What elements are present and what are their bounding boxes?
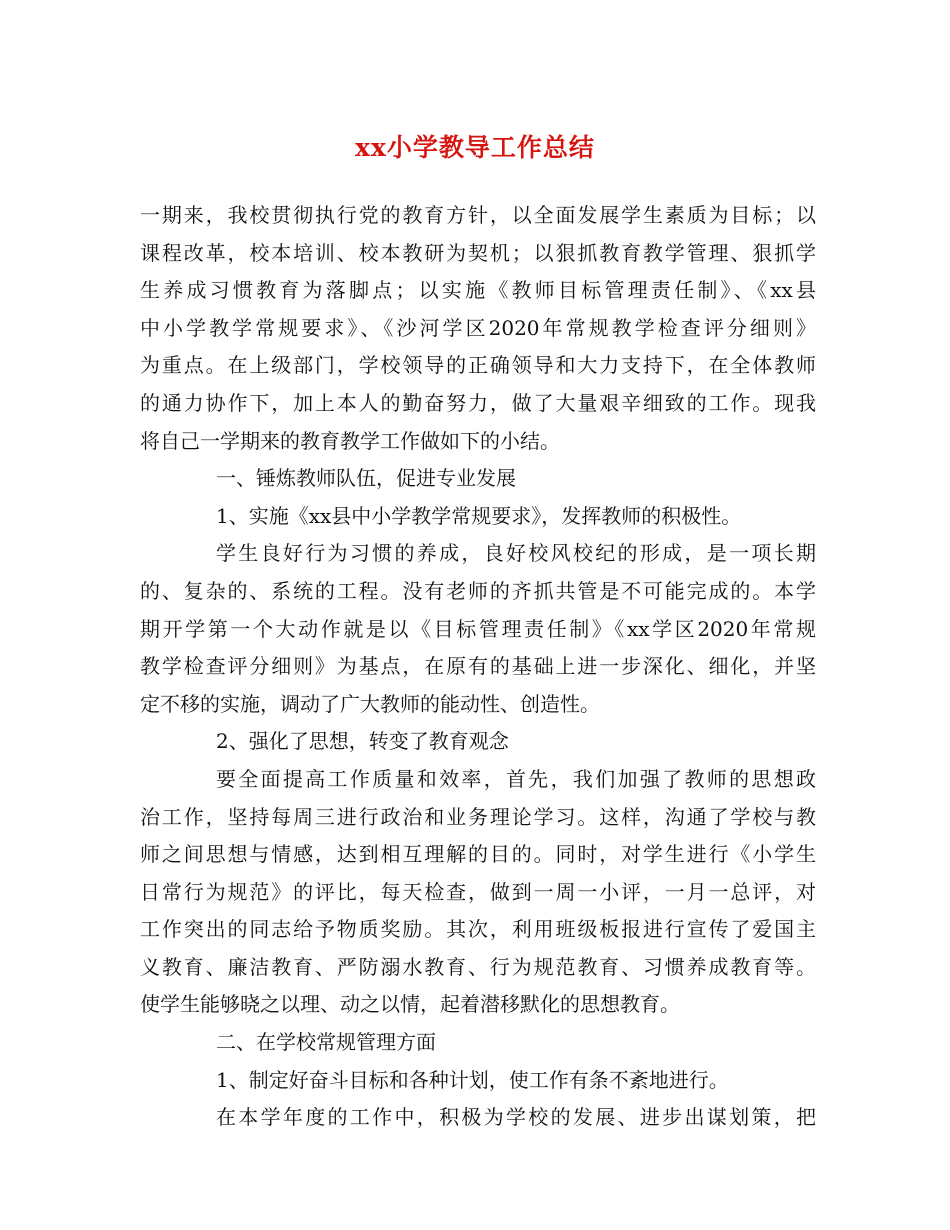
section-heading: 一、锤炼教师队伍，促进专业发展 [216,466,516,491]
subsection-heading: 1、制定好奋斗目标和各种计划，使工作有条不紊地进行。 [216,1067,729,1092]
paragraph-line: 要全面提高工作质量和效率，首先，我们加强了教师的思想政 [216,766,816,791]
subsection-heading: 2、强化了思想，转变了教育观念 [216,729,509,754]
paragraph-line: 将自己一学期来的教育教学工作做如下的小结。 [140,428,560,453]
paragraph-line: 教学检查评分细则》为基点，在原有的基础上进一步深化、细化，并坚 [140,654,816,679]
paragraph-line: 课程改革，校本培训、校本教研为契机；以狠抓教育教学管理、狠抓学 [140,240,816,265]
paragraph-line: 学生良好行为习惯的养成，良好校风校纪的形成，是一项长期 [216,541,816,566]
paragraph-line: 一期来，我校贯彻执行党的教育方针，以全面发展学生素质为目标；以 [140,203,816,227]
paragraph-line: 生养成习惯教育为落脚点；以实施《教师目标管理责任制》、《xx县 [140,278,816,303]
paragraph-line: 治工作，坚持每周三进行政治和业务理论学习。这样，沟通了学校与教 [140,804,816,829]
paragraph-line: 工作突出的同志给予物质奖励。其次，利用班级板报进行宣传了爱国主 [140,917,816,942]
paragraph-line: 的、复杂的、系统的工程。没有老师的齐抓共管是不可能完成的。本学 [140,578,816,603]
section-heading: 二、在学校常规管理方面 [216,1030,436,1055]
paragraph-line: 义教育、廉洁教育、严防溺水教育、行为规范教育、习惯养成教育等。 [140,954,816,979]
subsection-heading: 1、实施《xx县中小学教学常规要求》，发挥教师的积极性。 [216,503,742,528]
paragraph-line: 在本学年度的工作中，积极为学校的发展、进步出谋划策，把 [216,1105,816,1130]
paragraph-line: 的通力协作下，加上本人的勤奋努力，做了大量艰辛细致的工作。现我 [140,390,816,415]
paragraph-line: 使学生能够晓之以理、动之以情，起着潜移默化的思想教育。 [140,992,680,1017]
paragraph-line: 期开学第一个大动作就是以《目标管理责任制》《xx学区2020年常规 [140,616,816,641]
paragraph-line: 定不移的实施，调动了广大教师的能动性、创造性。 [140,691,600,716]
paragraph-line: 为重点。在上级部门，学校领导的正确领导和大力支持下，在全体教师 [140,353,816,378]
document-body [140,197,816,1137]
paragraph-line: 中小学教学常规要求》、《沙河学区2020年常规教学检查评分细则》 [140,315,816,340]
document-title: xx小学教导工作总结 [355,133,595,162]
paragraph-line: 日常行为规范》的评比，每天检查，做到一周一小评，一月一总评，对 [140,879,816,904]
paragraph-line: 师之间思想与情感，达到相互理解的目的。同时，对学生进行《小学生 [140,842,816,867]
